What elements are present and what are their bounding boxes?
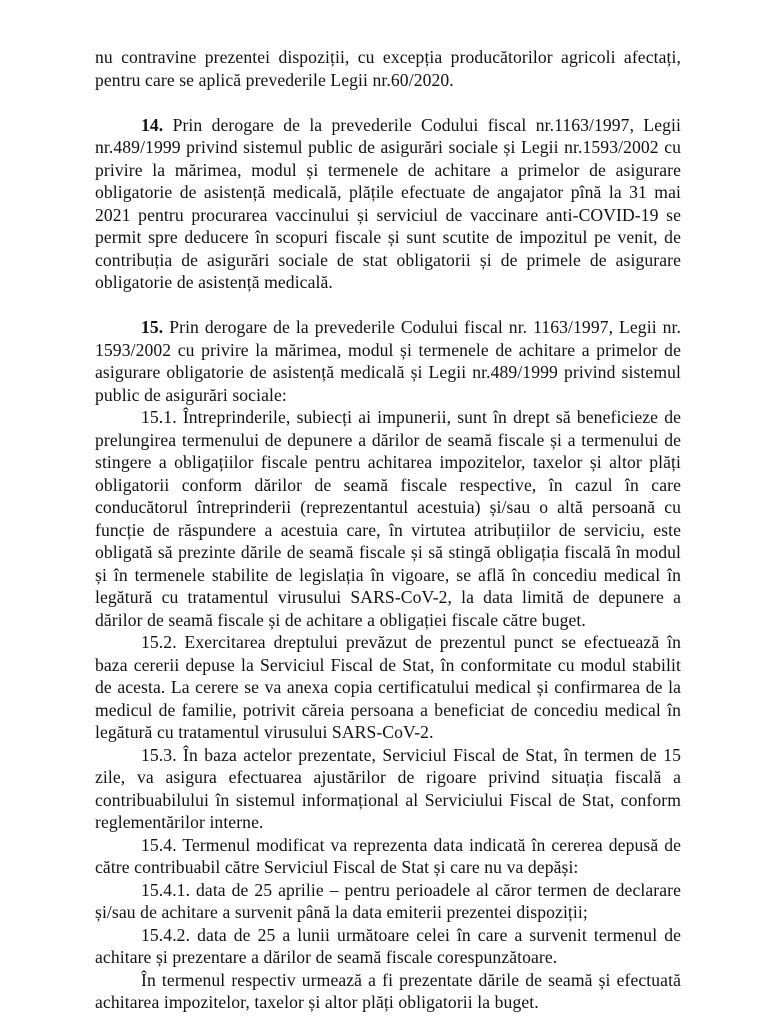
paragraph-text: Prin derogare de la prevederile Codului fiscal nr.1163/1997, Legii nr.489/1999 privind sistemul public de asigurări sociale și Legii nr.1593/2002 cu privire la mărimea, modul și termenele de achitare a primelor de asigurare obligatorie de asistență medicală, plățile efectuate de angajator pînă la 31 mai 2021 pentru procurarea vaccinului și serviciul de vaccinare anti-COVID-19 se permit spre deducere în scopuri fiscale și sunt scutite de impozitul pe venit, de contribuția de asigurări sociale de stat obligatorii și de primele de asigurare obligatorie de asistență medicală. xyxy=(95,114,681,292)
paragraph xyxy=(95,114,681,294)
paragraph xyxy=(95,834,681,879)
point-number: 14. xyxy=(141,114,164,135)
paragraph xyxy=(95,879,681,924)
paragraph xyxy=(95,744,681,834)
paragraph xyxy=(95,969,681,1014)
paragraph-text: 15.4. Termenul modificat va reprezenta data indicată în cererea depusă de către contribuabil către Serviciul Fiscal de Stat și care nu va depăși: xyxy=(95,834,681,877)
paragraph-text: 15.4.1. data de 25 aprilie – pentru perioadele al căror termen de declarare și/sau de achitare a survenit până la data emiterii prezentei dispoziții; xyxy=(95,879,681,922)
paragraph xyxy=(95,406,681,631)
paragraph-text: Prin derogare de la prevederile Codului fiscal nr. 1163/1997, Legii nr. 1593/2002 cu privire la mărimea, modul și termenele de achitare a primelor de asigurare obligatorie de asistență medicală și Legii nr.489/1999 privind sistemul public de asigurări sociale: xyxy=(95,317,681,405)
paragraph-text: 15.4.2. data de 25 a lunii următoare celei în care a survenit termenul de achitare și prezentare a dărilor de seamă fiscale corespunzătoare. xyxy=(95,924,681,967)
paragraph-text: 15.3. În baza actelor prezentate, Serviciul Fiscal de Stat, în termen de 15 zile, va asigura efectuarea ajustărilor de rigoare privind situația fiscală a contribuabilului în sistemul informațional al Serviciului Fiscal de Stat, conform reglementărilor interne. xyxy=(95,744,681,832)
paragraph xyxy=(95,631,681,744)
paragraph-text: 15.2. Exercitarea dreptului prevăzut de prezentul punct se efectuează în baza cererii depuse la Serviciul Fiscal de Stat, în conformitate cu modul stabilit de acesta. La cerere se va anexa copia certificatului medical și confirmarea de la medicul de familie, potrivit căreia persoana a beneficiat de concediu medical în legătură cu tratamentul virusului SARS-CoV-2. xyxy=(95,632,681,742)
paragraph xyxy=(95,46,681,91)
paragraph xyxy=(95,924,681,969)
document-body xyxy=(95,46,681,1014)
paragraph-text: 15.1. Întreprinderile, subiecți ai impunerii, sunt în drept să beneficieze de prelungirea termenului de depunere a dărilor de seamă fiscale și a termenului de stingere a obligațiilor fiscale pentru achitarea impozitelor, taxelor și altor plăți obligatorii conform dărilor de seamă fiscale respective, în cazul în care conducătorul întreprinderii (reprezentantul acestuia) și/sau o altă persoană cu funcție de răspundere a acestuia care, în virtutea atribuțiilor de serviciu, este obligată să prezinte dările de seamă fiscale și să stingă obligația fiscală în modul și în termenele stabilite de legislația în vigoare, se află în concediu medical în legătură cu tratamentul virusului SARS-CoV-2, la data limită de depunere a dărilor de seamă fiscale și de achitare a obligației fiscale către buget. xyxy=(95,407,681,630)
paragraph-text: În termenul respectiv urmează a fi prezentate dările de seamă și efectuată achitarea impozitelor, taxelor și altor plăți obligatorii la buget. xyxy=(95,969,681,1012)
point-number: 15. xyxy=(141,317,164,337)
paragraph xyxy=(95,316,681,406)
paragraph-text: nu contravine prezentei dispoziții, cu excepția producătorilor agricoli afectați, pentru care se aplică prevederile Legii nr.60/2020. xyxy=(95,47,681,90)
